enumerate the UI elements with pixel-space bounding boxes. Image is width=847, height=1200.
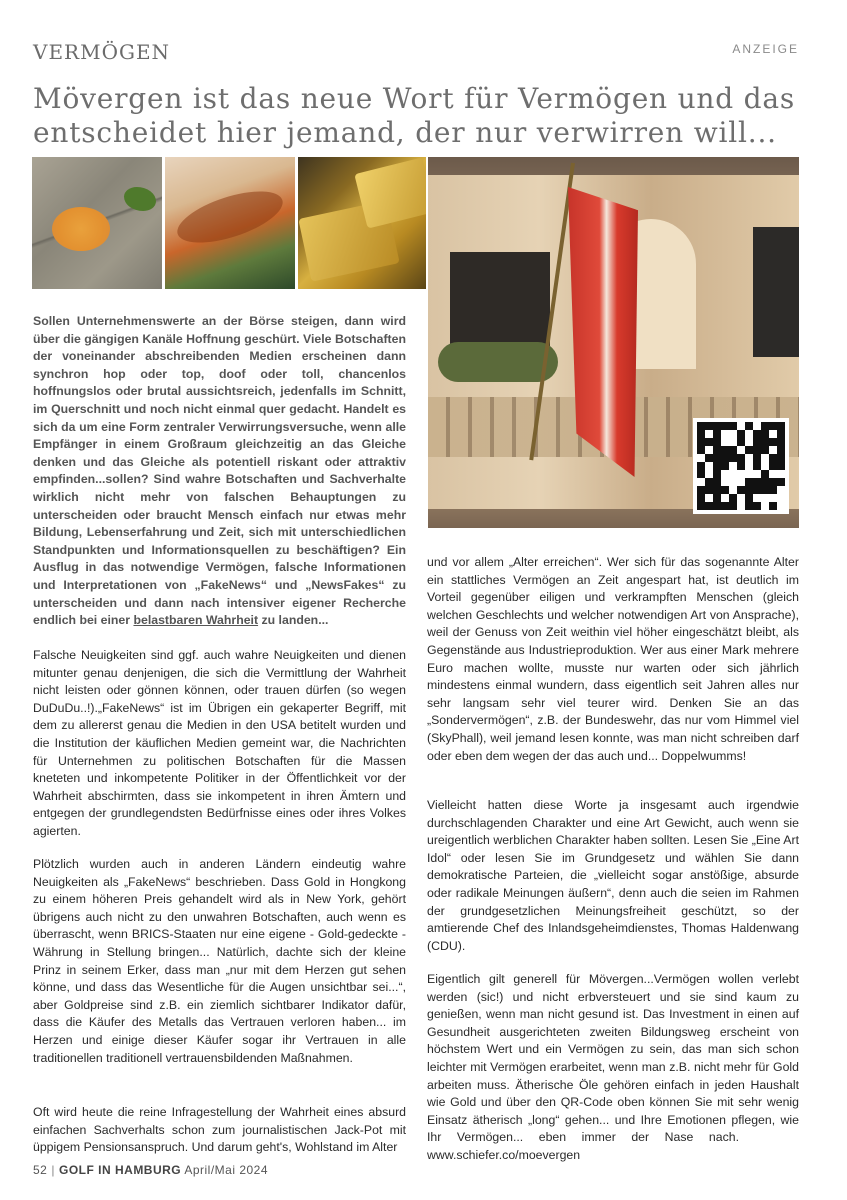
fabric-sash-photo [165,157,295,289]
body-paragraph: Falsche Neuigkeiten sind ggf. auch wahre Neuigkeiten und dienen mitunter genau denjenigen, die sich die Vermittlung der Wahrheit nicht leisten oder gönnen können, oder trauen dürfen (so wegen DuDuDu..!).„FakeNews“ ist im Übrigen ein gekaperter Begriff, mit dem zu allererst genau die Medien in den USA betitelt wurden und die Institution der käuflichen Medien gemeint war, die Nachrichten für Unternehmen zu politischen Botschaften für die Massen kneteten und inkompetente Politiker in der Öffentlichkeit vor der Wahrheit abschirmten, dass sie inkompetent in ihren Ämtern und entgegen der grundlegendsten Bedürfnisse eines oder ihres Volkes agierten. [33,648,406,838]
building-flag-photo [428,157,799,528]
qr-code[interactable] [693,418,789,514]
section-title: VERMÖGEN [33,40,171,64]
body-paragraph: und vor allem „Alter erreichen“. Wer sich für das sogenannte Alter ein stattliches Vermögen an Zeit angespart hat, ist deutlich im Vorteil gegenüber eiligen und verkrampften Menschen (gleich welchen Geschlechts und welcher notwendigen Art von Ansprache), weil der Genuss von Zeit weithin viel höher eingeschätzt bleibt, als Gegenstände aus Industrieproduktion. Wer aus einer Mark mehrere Euro machen wollte, musste nur warten oder sich jährlich mindestens einmal wundern, dass eigentlich seit Jahren alles nur sehr langsam sehr viel teurer wird. Denken Sie an das „Sondervermögen“, z.B. der Bundeswehr, das nur vom Himmel viel (SkyPhall), weil jemand lesen konnte, was man nicht schreiben darf oder eben dem wegen der das auch und... Doppelwumms! [427,555,799,763]
website-link[interactable]: www.schiefer.co/moevergen [427,1147,581,1162]
body-paragraph: Eigentlich gilt generell für Mövergen...Vermögen wollen verlebt werden (sic!) und nicht erbversteuert und sie sind kaum zu genießen, wenn man nicht gesund ist. Das Investment in einen auf Gesundheit ausgerichteten zweiten Bildungsweg erscheint von höchstem Wert und ein Vermögen zu sein, das man sich schon leichter mit Vermögen erarbeitet, wenn man z.B. nicht mehr für Gold arbeiten muss. Ätherische Öle gehören einfach in jeden Haushalt wie Gold und über den QR-Code oben können Sie mit sehr wenig Einsatz ätherisch „long“ gehen... und Ihre Emotionen pflegen, wie Ihr Vermögen... eben immer der Nase nach.www.schiefer.co/moevergen [427,972,799,1162]
magazine-name: GOLF IN HAMBURG [58,1163,182,1177]
page-number: 52 [33,1163,48,1177]
page-footer: 52 | GOLF IN HAMBURG April/Mai 2024 [33,1163,269,1177]
lead-paragraph: Sollen Unternehmenswerte an der Börse steigen, dann wird über die gängigen Kanäle Hoffnung geschürt. Viele Botschaften der voneinander abschreibenden Medien erscheinen dann synchron hop oder top, doof oder toll, chancenlos hoffnungslos oder brutal aussichtsreich, jedenfalls im Schnitt, im Querschnitt und noch nicht einmal quer gedacht. Handelt es sich da um eine Form zentraler Verwirrungsversuche, wenn alle Empfänger in einem Großraum gleichzeitig an das Gleiche denken und das Gleiche als potentiell riskant oder attraktiv empfinden...sollen? Sind wahre Botschaften und Sachverhalte wirklich nicht mehr von falschen Behauptungen zu unterscheiden oder braucht Mensch einfach nur etwas mehr Bildung, Lebenserfahrung und Zeit, sich mit unterschiedlichen Standpunkten und Informationsquellen zu beschäftigen? Ein Ausflug in das notwendige Vermögen, falsche Informationen und Interpretationen von „FakeNews“ und „NewsFakes“ zu unterscheiden und dann nach intensiver eigener Recherche endlich bei einer belastbaren Wahrheit zu landen... [33,314,406,628]
body-paragraph: Oft wird heute die reine Infragestellung der Wahrheit eines absurd einfachen Sachverhalts schon zum journalistischen Jack-Pot mit üppigem Pensionsanspruch. Und darum geht's, Wohlstand im Alter [33,1105,406,1155]
issue-date: April/Mai 2024 [184,1163,269,1177]
ad-label: ANZEIGE [732,42,799,56]
gold-bars-photo [298,157,426,289]
body-paragraph: Vielleicht hatten diese Worte ja insgesamt auch irgendwie durchschlagenden Charakter und eine Art Gewicht, auch wenn sie ureigentlich werblichen Charakter haben sollten. Lesen Sie „Eine Art Idol“ oder lesen Sie im Grundgesetz und wählen Sie dann demokratische Parteien, die „vielleicht sogar anstößige, absurde oder radikale Meinungen äußern“, denn auch die seien im Rahmen der grundgesetzlichen Meinungsfreiheit geschützt, so der amtierende Chef des Inlandsgeheimdienstes, Thomas Haldenwang (CDU). [427,798,799,953]
underlined-phrase: belastbaren Wahrheit [133,613,259,628]
body-paragraph: Plötzlich wurden auch in anderen Ländern eindeutig wahre Neuigkeiten als „FakeNews“ beschrieben. Dass Gold in Hongkong zu einem höheren Preis gehandelt wird als in New York, gehört übrigens auch nicht zu den unwahren Botschaften, auch wenn es überrascht, wenn BRICS-Staaten nur eine eigene - Gold-gedeckte - Währung in Stellung bringen... Natürlich, dachte sich der kleine Prinz in seinem Erker, dass man „nur mit dem Herzen gut sehen könne, und dass das Wesentliche für die Augen unsichtbar sei...“, aber Goldpreise sind z.B. ein ziemlich sichtbarer Indikator dafür, dass die Käufer des Metalls das Vertrauen verloren haben... im Herzen und einige dieser Käufer sogar ihr Vertrauen in alle traditionellen traditionell vertrauensbildenden Maßnahmen. [33,857,406,1065]
headline: Mövergen ist das neue Wort für Vermögen und das entscheidet hier jemand, der nur verwirren will... [33,82,796,149]
sidewalk-paint-photo [32,157,162,289]
